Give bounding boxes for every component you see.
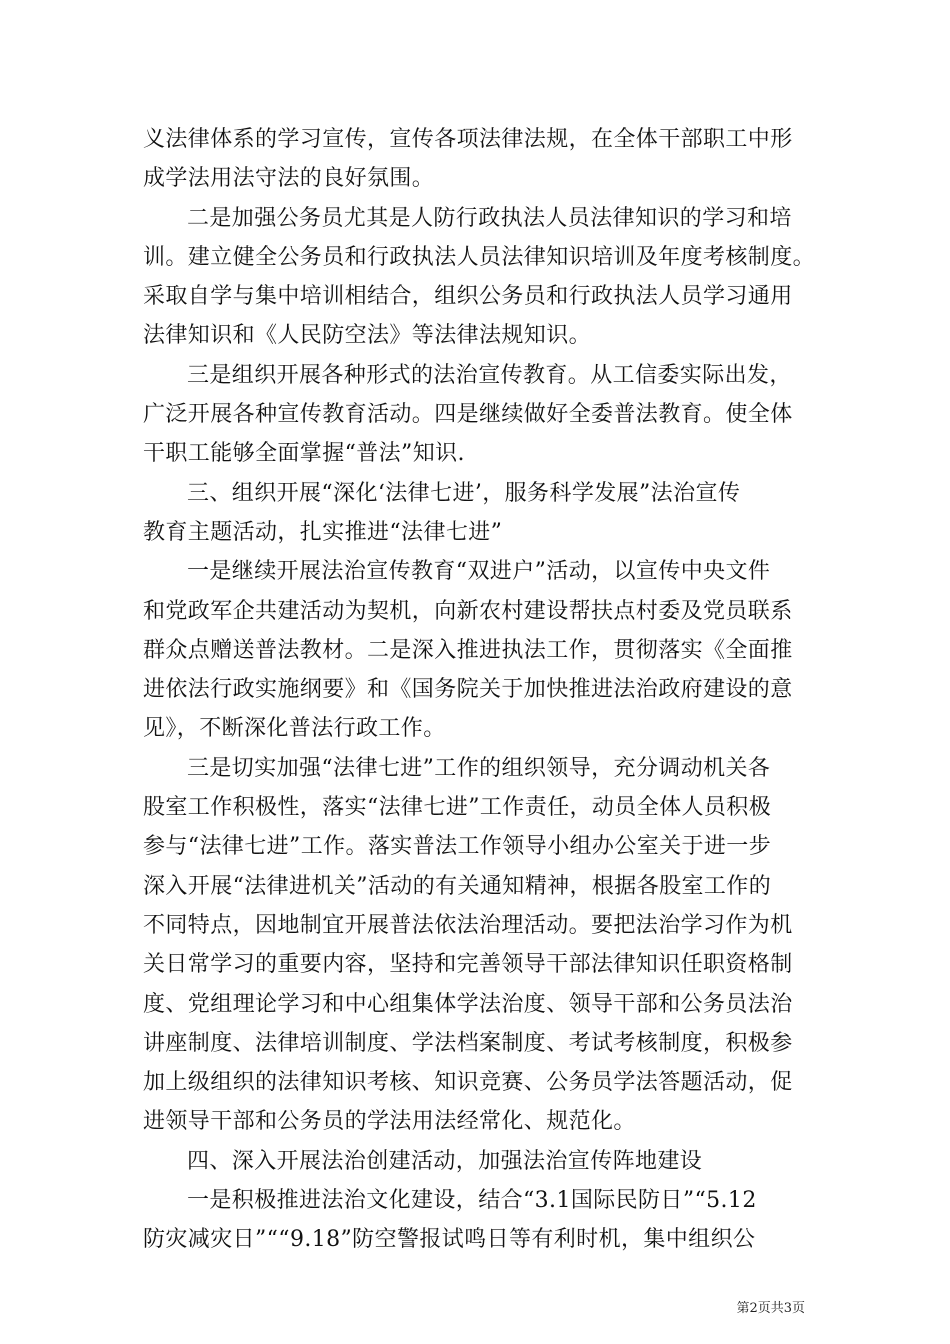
text-line: 群众点赠送普法教材。二是深入推进执法工作，贯彻落实《全面推	[143, 637, 793, 663]
text-line: 四、深入开展法治创建活动，加强法治宣传阵地建设	[187, 1148, 703, 1174]
text-line: 见》，不断深化普法行政工作。	[143, 716, 446, 742]
text-line: 进领导干部和公务员的学法用法经常化、规范化。	[143, 1109, 636, 1135]
text-line: 成学法用法守法的良好氛围。	[143, 166, 435, 192]
text-line: 三是切实加强“法律七进”工作的组织领导，充分调动机关各	[187, 755, 771, 781]
text-line: 深入开展“法律进机关”活动的有关通知精神，根据各股室工作的	[143, 873, 772, 899]
text-line: 广泛开展各种宣传教育活动。四是继续做好全委普法教育。使全体	[143, 402, 793, 428]
text-line: 采取自学与集中培训相结合，组织公务员和行政执法人员学习通用	[143, 284, 793, 310]
page-number: 第2页共3页	[736, 1301, 805, 1316]
document-body	[143, 120, 816, 1260]
text-line: 三、组织开展“深化‘法律七进’，服务科学发展”法治宣传	[187, 480, 741, 506]
text-line: 度、党组理论学习和中心组集体学法治度、领导干部和公务员法治	[143, 991, 793, 1017]
text-line: 和党政军企共建活动为契机，向新农村建设帮扶点村委及党员联系	[143, 598, 793, 624]
text-line: 防灾减灾日”““9.18”防空警报试鸣日等有利时机，集中组织公	[143, 1227, 756, 1253]
text-line: 教育主题活动，扎实推进“法律七进”	[143, 519, 503, 545]
text-line: 关日常学习的重要内容，坚持和完善领导干部法律知识任职资格制	[143, 952, 793, 978]
text-line: 不同特点，因地制宜开展普法依法治理活动。要把法治学习作为机	[143, 912, 793, 938]
text-line: 加上级组织的法律知识考核、知识竞赛、公务员学法答题活动，促	[143, 1070, 793, 1096]
text-line: 一是积极推进法治文化建设，结合“3.1国际民防日”“5.12	[187, 1188, 757, 1214]
text-line: 法律知识和《人民防空法》等法律法规知识。	[143, 323, 592, 349]
text-line: 进依法行政实施纲要》和《国务院关于加快推进法治政府建设的意	[143, 677, 793, 703]
text-line: 三是组织开展各种形式的法治宣传教育。从工信委实际出发，	[187, 362, 792, 388]
text-line: 参与“法律七进”工作。落实普法工作领导小组办公室关于进一步	[143, 834, 772, 860]
text-line: 干职工能够全面掌握“普法”知识.	[143, 441, 465, 467]
text-line: 义法律体系的学习宣传，宣传各项法律法规，在全体干部职工中形	[143, 127, 793, 152]
text-line: 讲座制度、法律培训制度、学法档案制度、考试考核制度，积极参	[143, 1030, 793, 1056]
text-line: 股室工作积极性，落实“法律七进”工作责任，动员全体人员积极	[143, 795, 772, 821]
text-line: 二是加强公务员尤其是人防行政执法人员法律知识的学习和培	[187, 205, 792, 231]
text-line: 训。建立健全公务员和行政执法人员法律知识培训及年度考核制度。	[143, 244, 816, 270]
text-line: 一是继续开展法治宣传教育“双进户”活动，以宣传中央文件	[187, 559, 771, 585]
